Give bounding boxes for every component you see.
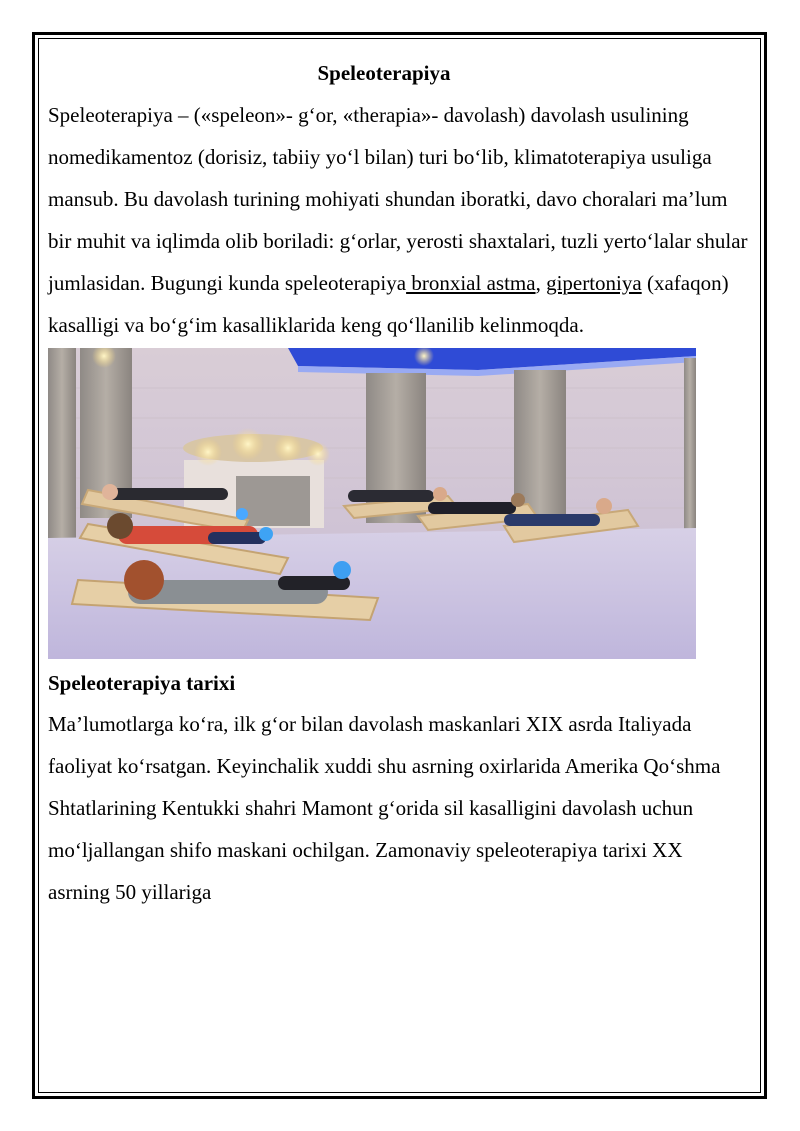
section-title: Speleoterapiya tarixi: [48, 671, 236, 695]
document-body: [48, 52, 748, 913]
page-title: Speleoterapiya: [317, 61, 451, 85]
salt-cave-photo: [48, 348, 696, 659]
intro-paragraph: [48, 94, 748, 346]
intro-text-1: Speleoterapiya – («speleon»- g‘or, «therapia»- davolash) davolash usulining nomedikamentoz (dorisiz, tabiiy yo‘l bilan) turi bo‘lib, klimatoterapiya usuliga mansub. Bu davolash turining mohiyati shundan iboratki, davo choralari ma’lum bir muhit va iqlimda olib boriladi: g‘orlar, yerosti shaxtalari, tuzli yerto‘lalar shular jumlasidan. Bugungi kunda speleoterapiya: [48, 103, 748, 295]
intro-separator: ,: [535, 271, 547, 295]
link-bronxial-astma[interactable]: bronxial astma: [406, 271, 536, 295]
link-gipertoniya[interactable]: gipertoniya: [546, 271, 642, 295]
section-paragraph: Ma’lumotlarga ko‘ra, ilk g‘or bilan davolash maskanlari XIX asrda Italiyada faoliyat ko‘rsatgan. Keyinchalik xuddi shu asrning oxirlarida Amerika Qo‘shma Shtatlarining Kentukki shahri Mamont g‘orida sil kasalligini davolash uchun mo‘ljallangan shifo maskani ochilgan. Zamonaviy speleoterapiya tarixi XX asrning 50 yillariga: [48, 712, 721, 904]
intro-text-2: (xafaqon) kasalligi va bo‘g‘im kasalliklarida keng qo‘llanilib kelinmoqda.: [48, 271, 729, 337]
